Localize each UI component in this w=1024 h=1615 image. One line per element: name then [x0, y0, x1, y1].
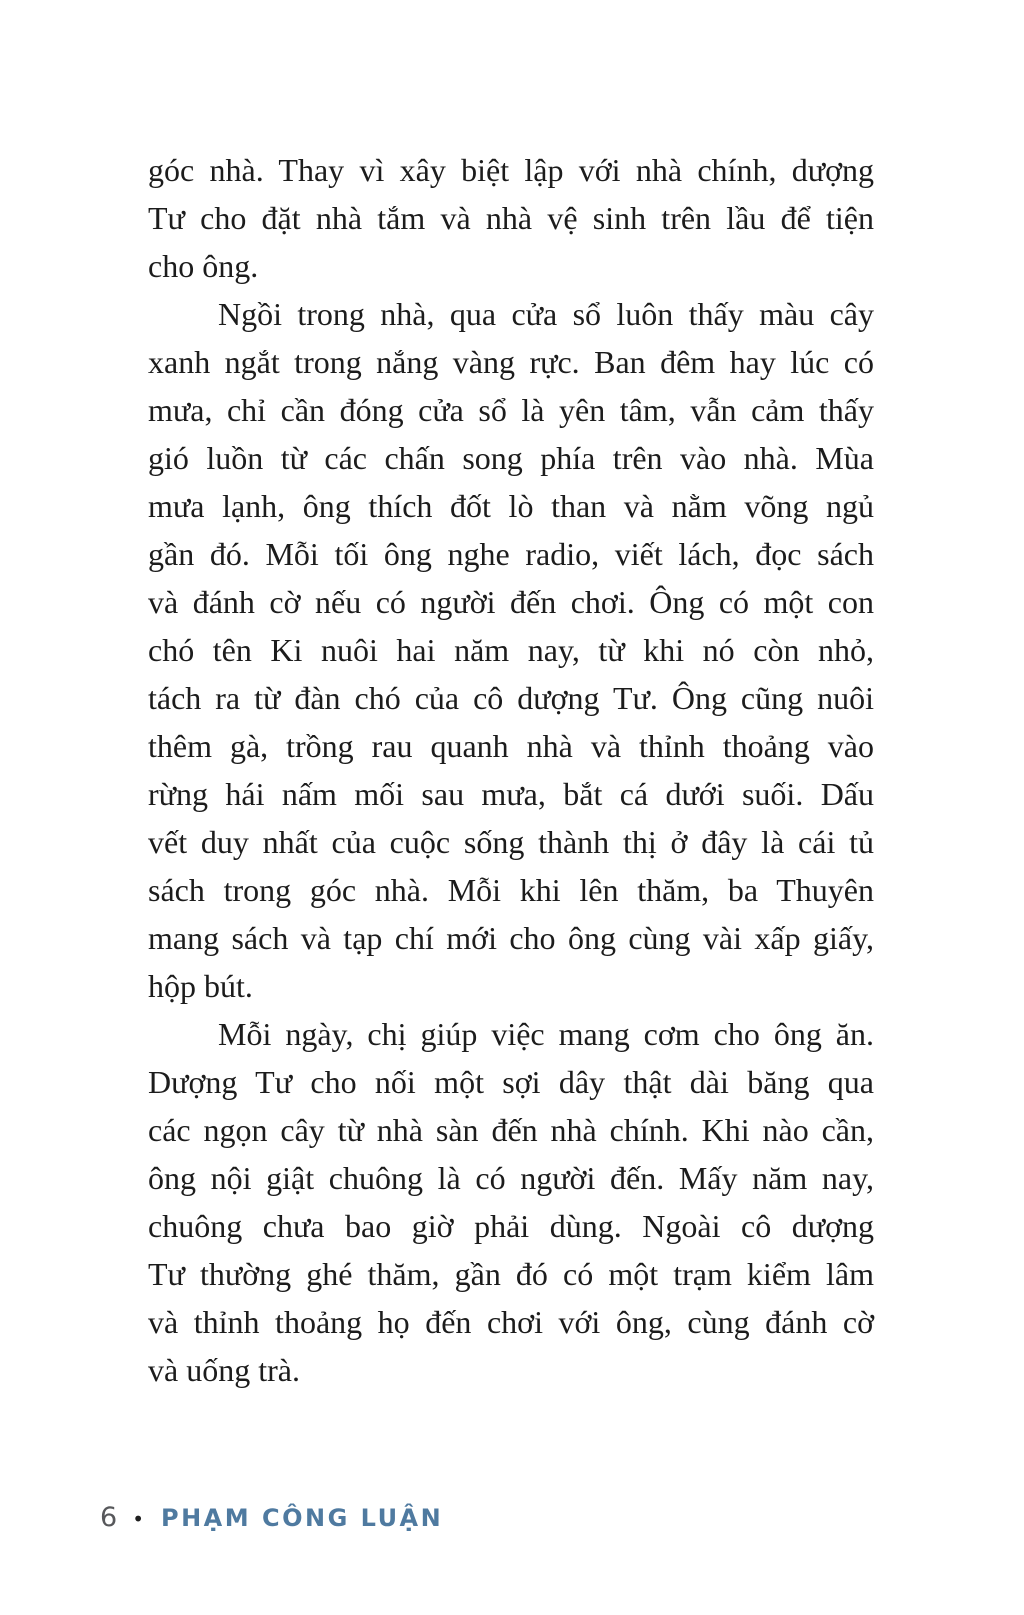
text-line: vết duy nhất của cuộc sống thành thị ở đây là cái tủ — [148, 824, 874, 860]
footer-separator-dot: • — [132, 1507, 144, 1531]
text-line: Dượng Tư cho nối một sợi dây thật dài băng qua — [148, 1064, 874, 1100]
text-line: góc nhà. Thay vì xây biệt lập với nhà chính, dượng — [148, 152, 874, 188]
text-line: các ngọn cây từ nhà sàn đến nhà chính. Khi nào cần, — [148, 1112, 874, 1148]
text-line: chó tên Ki nuôi hai năm nay, từ khi nó còn nhỏ, — [148, 632, 874, 668]
text-line: và đánh cờ nếu có người đến chơi. Ông có một con — [148, 584, 874, 620]
text-line: Mỗi ngày, chị giúp việc mang cơm cho ông ăn. — [218, 1016, 874, 1052]
text-line: thêm gà, trồng rau quanh nhà và thỉnh thoảng vào — [148, 728, 874, 764]
text-line: sách trong góc nhà. Mỗi khi lên thăm, ba Thuyên — [148, 872, 874, 908]
text-line: chuông chưa bao giờ phải dùng. Ngoài cô dượng — [148, 1208, 874, 1244]
text-line: tách ra từ đàn chó của cô dượng Tư. Ông cũng nuôi — [148, 680, 874, 716]
text-line: cho ông. — [148, 248, 259, 284]
text-line: gần đó. Mỗi tối ông nghe radio, viết lách, đọc sách — [148, 536, 874, 572]
text-line: mang sách và tạp chí mới cho ông cùng vài xấp giấy, — [148, 920, 874, 956]
body-text — [148, 146, 874, 1394]
text-line: gió luồn từ các chấn song phía trên vào nhà. Mùa — [148, 440, 874, 476]
footer-author: PHẠM CÔNG LUẬN — [160, 1504, 444, 1532]
text-line: hộp bút. — [148, 968, 253, 1004]
text-line: xanh ngắt trong nắng vàng rực. Ban đêm hay lúc có — [148, 344, 874, 380]
text-line: Ngồi trong nhà, qua cửa sổ luôn thấy màu cây — [218, 296, 874, 332]
text-line: Tư cho đặt nhà tắm và nhà vệ sinh trên lầu để tiện — [148, 200, 874, 236]
text-line: mưa, chỉ cần đóng cửa sổ là yên tâm, vẫn cảm thấy — [148, 392, 874, 428]
text-line: Tư thường ghé thăm, gần đó có một trạm kiểm lâm — [148, 1256, 874, 1292]
text-line: và thỉnh thoảng họ đến chơi với ông, cùng đánh cờ — [148, 1304, 874, 1340]
text-line: rừng hái nấm mối sau mưa, bắt cá dưới suối. Dấu — [148, 776, 874, 812]
page-number: 6 — [100, 1502, 118, 1533]
text-line: mưa lạnh, ông thích đốt lò than và nằm võng ngủ — [148, 488, 874, 524]
page-footer — [100, 1502, 443, 1533]
text-line: và uống trà. — [148, 1352, 300, 1388]
text-line: ông nội giật chuông là có người đến. Mấy năm nay, — [148, 1160, 874, 1196]
